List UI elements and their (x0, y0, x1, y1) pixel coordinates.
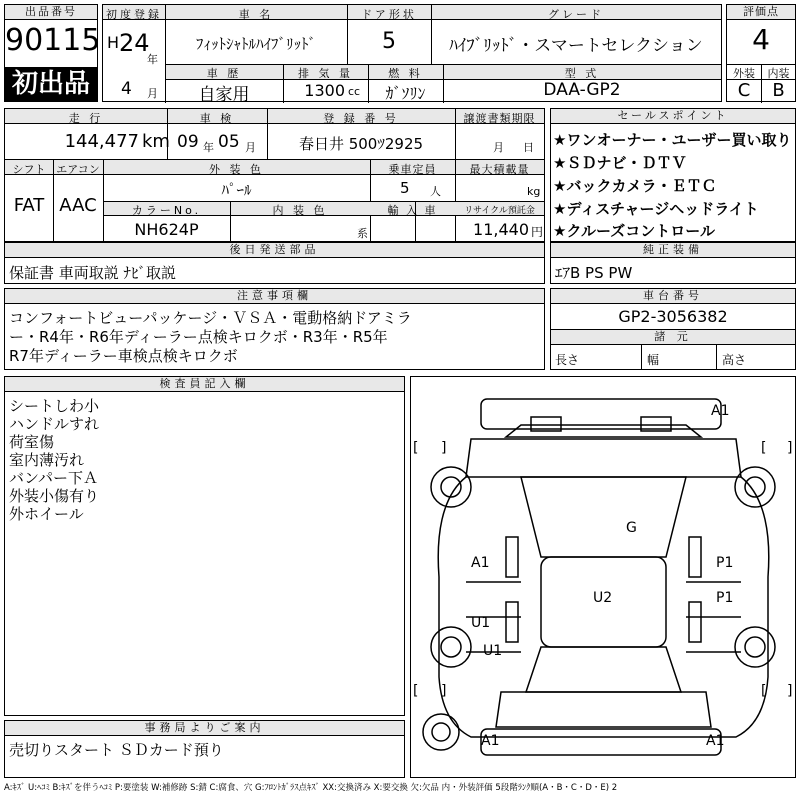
damage-mark: P1 (716, 555, 734, 571)
equip-text: ｴｱB PS PW (555, 264, 633, 282)
int-grade-label: 内装 (767, 67, 790, 80)
damage-mark: A1 (706, 733, 725, 749)
inspector-line: 室内薄汚れ (9, 451, 85, 469)
sales-item: ★バックカメラ・ＥＴＣ (553, 177, 717, 195)
capacity-unit: 人 (430, 185, 441, 198)
car-diagram-panel (410, 376, 796, 778)
insp-year: 09 (177, 132, 199, 152)
insp-year-unit: 年 (203, 141, 214, 154)
inspector-line: ハンドルすれ (9, 415, 100, 433)
color-no-label: カラーNo. (131, 204, 202, 217)
sales-points-panel (550, 108, 796, 242)
score-label: 評価点 (727, 5, 795, 20)
door-label: ドア形状 (361, 8, 417, 21)
inspector-panel (4, 376, 405, 716)
damage-mark: G (626, 520, 637, 536)
insp-month-unit: 月 (245, 141, 256, 154)
car-name-label: 車 名 (238, 8, 274, 21)
doc-day-unit: 日 (523, 141, 534, 154)
shift: FAT (13, 195, 45, 216)
notes-text: コンフォートビューパッケージ・ＶＳＡ・電動格納ドアミラ ー・R4年・R6年ディーラー点検キロクボ・R3年・R5年 R7年ディーラー車検点検キロクボ (9, 309, 412, 365)
displacement-label: 排 気 量 (298, 67, 353, 80)
grade: ﾊｲﾌﾞﾘｯﾄﾞ・スマートセレクション (449, 36, 703, 56)
capacity: 5 (400, 179, 410, 197)
chassis-label: 車台番号 (551, 289, 795, 304)
ext-grade: C (737, 80, 751, 101)
displacement-unit: cc (348, 85, 361, 98)
ac: AAC (59, 195, 97, 216)
bracket: [ (761, 683, 767, 699)
damage-mark: A1 (481, 733, 500, 749)
inspector-line: 荷室傷 (9, 433, 55, 451)
bracket: ] (787, 440, 793, 456)
damage-mark: P1 (716, 590, 734, 606)
damage-mark: A1 (711, 403, 730, 419)
mileage-label: 走 行 (68, 112, 104, 125)
model: DAA-GP2 (543, 80, 621, 100)
office-panel (4, 720, 405, 778)
chassis-panel (550, 288, 796, 370)
int-grade: B (772, 80, 785, 101)
history-label: 車 歴 (206, 67, 242, 80)
ext-color: ﾊﾟｰﾙ (221, 181, 252, 199)
sales-item: ★ディスチャージヘッドライト (553, 200, 759, 218)
inspector-line: 外装小傷有り (9, 487, 100, 505)
dim-length: 長さ (555, 353, 580, 367)
car-name: ﾌｨｯﾄｼｬﾄﾙﾊｲﾌﾞﾘｯﾄﾞ (195, 35, 316, 53)
max-load-unit: kg (527, 185, 541, 198)
era: H (107, 33, 120, 52)
ac-label: エアコン (56, 163, 100, 176)
lot-number: 90115 (5, 23, 101, 58)
inspector-line: シートしわ小 (9, 397, 100, 415)
reg-year: 24 (119, 29, 150, 57)
fuel: ｶﾞｿﾘﾝ (385, 84, 426, 103)
dim-height: 高さ (722, 353, 747, 367)
damage-mark: U2 (593, 590, 613, 606)
dim-width: 幅 (647, 353, 660, 367)
bracket: [ (413, 440, 419, 456)
import-label: 輸 入 車 (387, 204, 438, 217)
ext-grade-label: 外装 (733, 67, 755, 80)
office-label: 事務局よりご案内 (5, 721, 404, 736)
model-label: 型 式 (564, 67, 600, 80)
legend: A:ｷｽﾞ U:ﾍｺﾐ B:ｷｽﾞを伴うﾍｺﾐ P:要塗装 W:補修跡 S:錆 C:腐食、穴 G:ﾌﾛﾝﾄｶﾞﾗｽ点ｷｽﾞ XX:交換済み X:要交換 欠:欠品 内・外装評価 5段階ﾗﾝｸ順(A・B・C・D・E) 2 (4, 783, 618, 793)
later-text: 保証書 車両取説 ﾅﾋﾞ取説 (9, 264, 177, 282)
score: 4 (752, 23, 770, 56)
sales-item: ★ワンオーナー・ユーザー買い取り (553, 131, 792, 149)
bracket: [ (413, 683, 419, 699)
doc-month-unit: 月 (493, 141, 504, 154)
office-text: 売切りスタート ＳＤカード預り (9, 741, 224, 759)
doc-deadline-label: 譲渡書類期限 (463, 112, 536, 125)
sales-item: ★ＳＤナビ・ＤＴＶ (553, 154, 687, 172)
later-parts-panel (4, 242, 545, 284)
notes-panel (4, 288, 545, 370)
year-unit: 年 (147, 53, 158, 66)
mileage: 144,477 (64, 131, 139, 152)
damage-mark: A1 (471, 555, 490, 571)
sales-item: ★クルーズコントロール (553, 222, 715, 240)
bracket: [ (761, 440, 767, 456)
lot-panel (4, 4, 101, 102)
notes-label: 注意事項欄 (5, 289, 544, 304)
inspection-label: 車 検 (199, 112, 235, 125)
color-no: NH624P (134, 220, 199, 239)
bracket: ] (441, 440, 447, 456)
month-unit: 月 (147, 87, 158, 100)
int-color-unit: 系 (357, 227, 368, 240)
recycle-unit: 円 (531, 225, 544, 239)
equipment-panel (550, 242, 796, 284)
insp-month: 05 (218, 132, 240, 152)
fuel-label: 燃 料 (388, 67, 423, 80)
equip-label: 純正装備 (551, 243, 795, 258)
lot-label: 出品番号 (5, 5, 97, 20)
grade-label: グレード (548, 8, 604, 21)
inspector-label: 検査員記入欄 (5, 377, 404, 392)
door-count: 5 (382, 29, 396, 54)
damage-mark: U1 (471, 615, 491, 631)
vehicle-info-panel (102, 4, 722, 105)
car-diagram (411, 377, 795, 777)
recycle: 11,440 (473, 220, 529, 239)
later-label: 後日発送部品 (5, 243, 544, 258)
sales-label: セールスポイント (551, 109, 795, 124)
max-load-label: 最大積載量 (469, 163, 530, 176)
details-panel (4, 108, 545, 242)
chassis-number: GP2-3056382 (618, 307, 728, 326)
ext-color-label: 外 装 色 (209, 163, 264, 176)
inspector-line: 外ホイール (9, 505, 84, 523)
bracket: ] (441, 683, 447, 699)
dims-label: 諸 元 (551, 330, 795, 345)
displacement: 1300 (304, 81, 345, 100)
capacity-label: 乗車定員 (388, 163, 437, 176)
bracket: ] (787, 683, 793, 699)
plate-label: 登 録 番 号 (323, 112, 399, 125)
mileage-unit: km (142, 131, 170, 152)
history: 自家用 (198, 85, 250, 105)
damage-mark: U1 (483, 643, 503, 659)
int-color-label: 内 装 色 (272, 204, 328, 217)
first-time-badge: 初出品 (5, 67, 97, 101)
recycle-label: リサイクル預託金 (464, 206, 535, 216)
shift-label: シフト (12, 163, 46, 176)
score-panel (726, 4, 796, 102)
plate: 春日井 500ﾂ2925 (298, 135, 424, 153)
inspector-line: バンパー下Ａ (9, 469, 98, 487)
reg-month: 4 (121, 79, 132, 99)
first-reg-label: 初度登録 (106, 8, 162, 21)
